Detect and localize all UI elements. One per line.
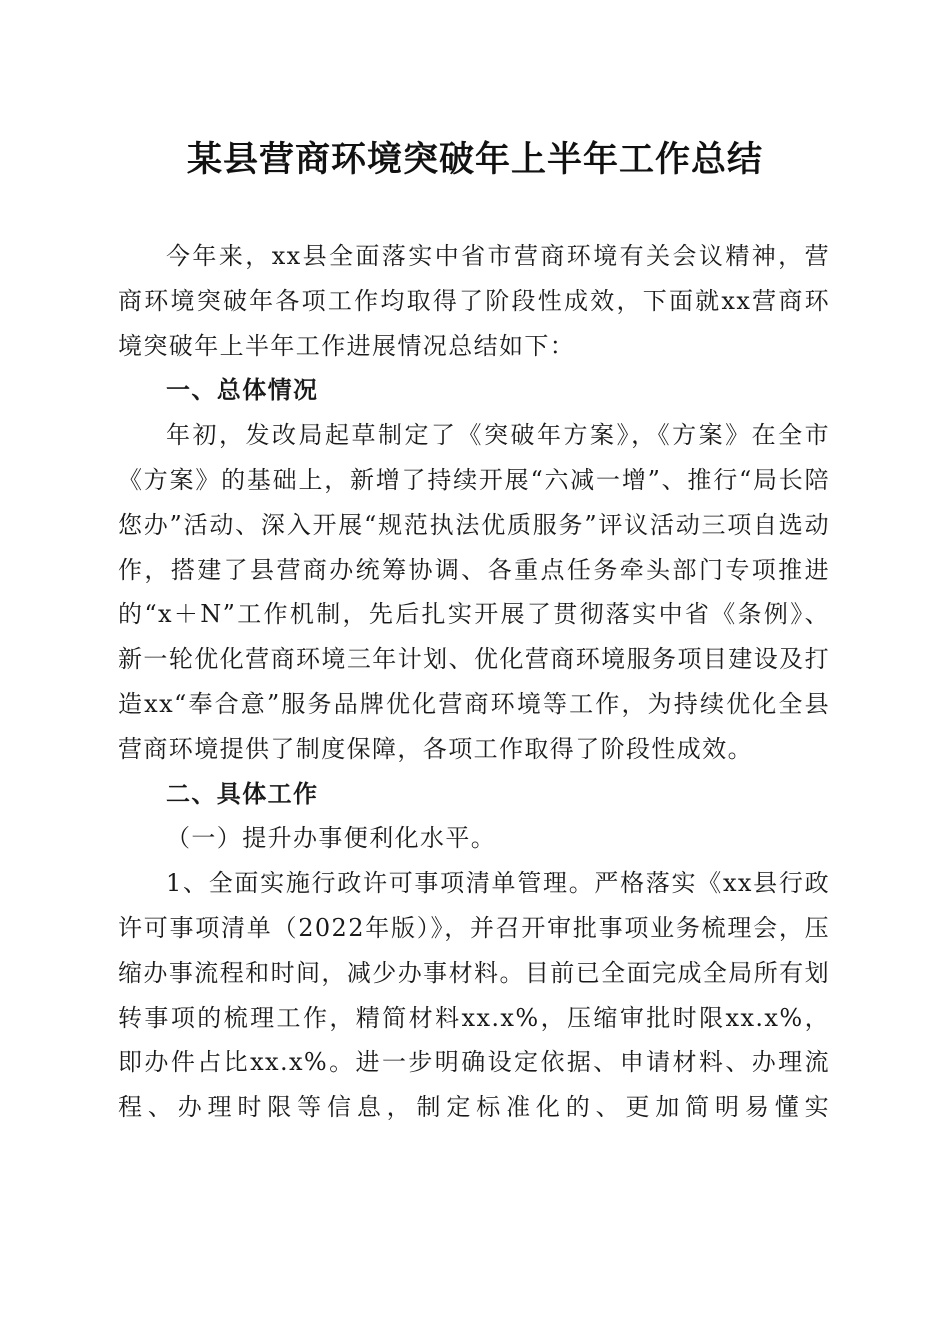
intro-paragraph: 今年来，xx县全面落实中省市营商环境有关会议精神，营商环境突破年各项工作均取得了阶段性成效，下面就xx营商环境突破年上半年工作进展情况总结如下： (118, 242, 830, 360)
document-title: 某县营商环境突破年上半年工作总结 (186, 139, 763, 180)
section-heading-overview: 一、总体情况 (166, 375, 319, 405)
overview-paragraph: 年初，发改局起草制定了《突破年方案》，《方案》在全市《方案》的基础上，新增了持续开展“六减一增”、推行“局长陪您办”活动、深入开展“规范执法优质服务”评议活动三项自选动作，搭建了县营商办统筹协调、各重点任务牵头部门专项推进的“x＋N”工作机制，先后扎实开展了贯彻落实中省《条例》、新一轮优化营商环境三年计划、优化营商环境服务项目建设及打造xx“奉合意”服务品牌优化营商环境等工作，为持续优化全县营商环境提供了制度保障，各项工作取得了阶段性成效。 (118, 421, 830, 763)
licensing-paragraph: 1、全面实施行政许可事项清单管理。严格落实《xx县行政许可事项清单（2022年版）》，并召开审批事项业务梳理会，压缩办事流程和时间，减少办事材料。目前已全面完成全局所有划转事项的梳理工作，精简材料xx.x%，压缩审批时限xx.x%，即办件占比xx.x%。进一步明确设定依据、申请材料、办理流程、办理时限等信息，制定标准化的、更加简明易懂实 (118, 869, 830, 1122)
section-heading-specific-work: 二、具体工作 (166, 778, 319, 808)
subsection-heading-convenience: （一）提升办事便利化水平。 (166, 824, 497, 853)
document-body (118, 234, 830, 1130)
